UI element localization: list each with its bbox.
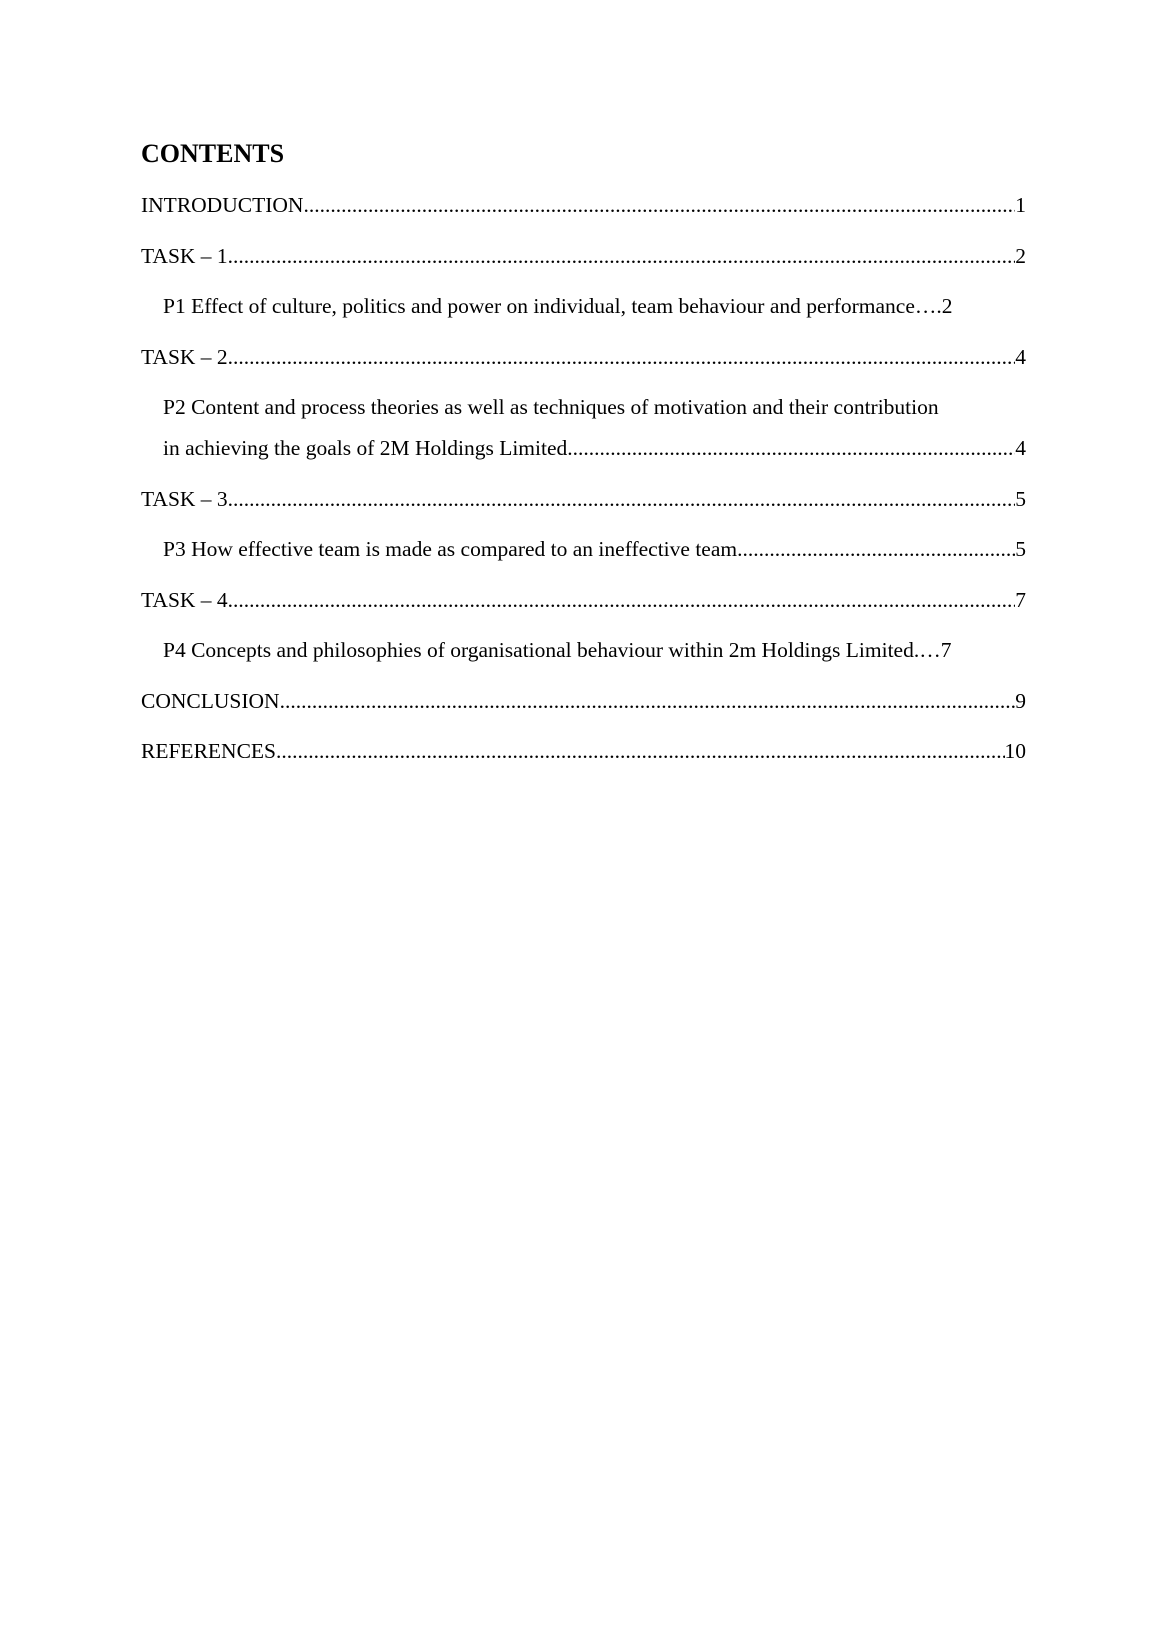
toc-page-number: 5 [1015, 486, 1026, 511]
toc-entry-label: TASK – 3 [141, 486, 228, 511]
toc-entry-label: CONCLUSION [141, 688, 280, 713]
toc-entry-label: P3 How effective team is made as compared to an ineffective team [163, 537, 738, 561]
dot-leader [228, 580, 1016, 621]
toc-page-number: 4 [1015, 344, 1026, 369]
dot-leader [228, 236, 1016, 277]
toc-page-number: 2 [941, 294, 953, 318]
toc-entry-label: TASK – 1 [141, 243, 228, 268]
toc-page-number: 9 [1015, 688, 1026, 713]
dot-leader [228, 337, 1016, 378]
dot-leader: …. [914, 294, 942, 318]
toc-entry-label: in achieving the goals of 2M Holdings Limited [163, 436, 568, 460]
toc-page-number: 5 [1015, 537, 1026, 561]
toc-entry-label-line-1: P2 Content and process theories as well as techniques of motivation and their contribution [163, 395, 939, 419]
toc-entry-task-4[interactable] [141, 580, 1026, 621]
dot-leader [228, 479, 1016, 520]
toc-page-number: 7 [1015, 587, 1026, 612]
dot-leader: … [919, 638, 941, 662]
dot-leader [280, 681, 1016, 722]
toc-entry-label: INTRODUCTION [141, 193, 304, 217]
toc-entry-label: TASK – 2 [141, 344, 228, 369]
toc-entry-label: REFERENCES [141, 739, 276, 763]
toc-entry-task-1[interactable] [141, 236, 1026, 277]
toc-page-number: 2 [1015, 243, 1026, 268]
dot-leader [303, 185, 1015, 226]
toc-entry-p1[interactable] [141, 286, 1026, 327]
toc-entry-label: P1 Effect of culture, politics and power on individual, team behaviour and performance [163, 294, 915, 318]
toc-entry-label: TASK – 4 [141, 587, 228, 612]
toc-entry-conclusion[interactable] [141, 681, 1026, 722]
table-of-contents [141, 185, 1026, 782]
toc-page-number: 7 [940, 638, 952, 662]
toc-page-number: 1 [1015, 193, 1026, 217]
toc-entry-task-3[interactable] [141, 479, 1026, 520]
toc-entry-p2[interactable] [141, 387, 1026, 469]
toc-title: CONTENTS [141, 139, 285, 168]
toc-entry-label: P4 Concepts and philosophies of organisational behaviour within 2m Holdings Limited. [163, 638, 920, 662]
toc-entry-task-2[interactable] [141, 337, 1026, 378]
toc-entry-references[interactable] [141, 731, 1026, 772]
toc-page-number: 4 [1015, 436, 1026, 460]
dot-leader [276, 731, 1005, 772]
toc-entry-p4[interactable] [141, 630, 1026, 671]
toc-page-number: 10 [1004, 739, 1026, 763]
toc-entry-introduction[interactable] [141, 185, 1026, 226]
dot-leader [567, 428, 1015, 469]
dot-leader [737, 529, 1015, 570]
toc-entry-p3[interactable] [141, 529, 1026, 570]
